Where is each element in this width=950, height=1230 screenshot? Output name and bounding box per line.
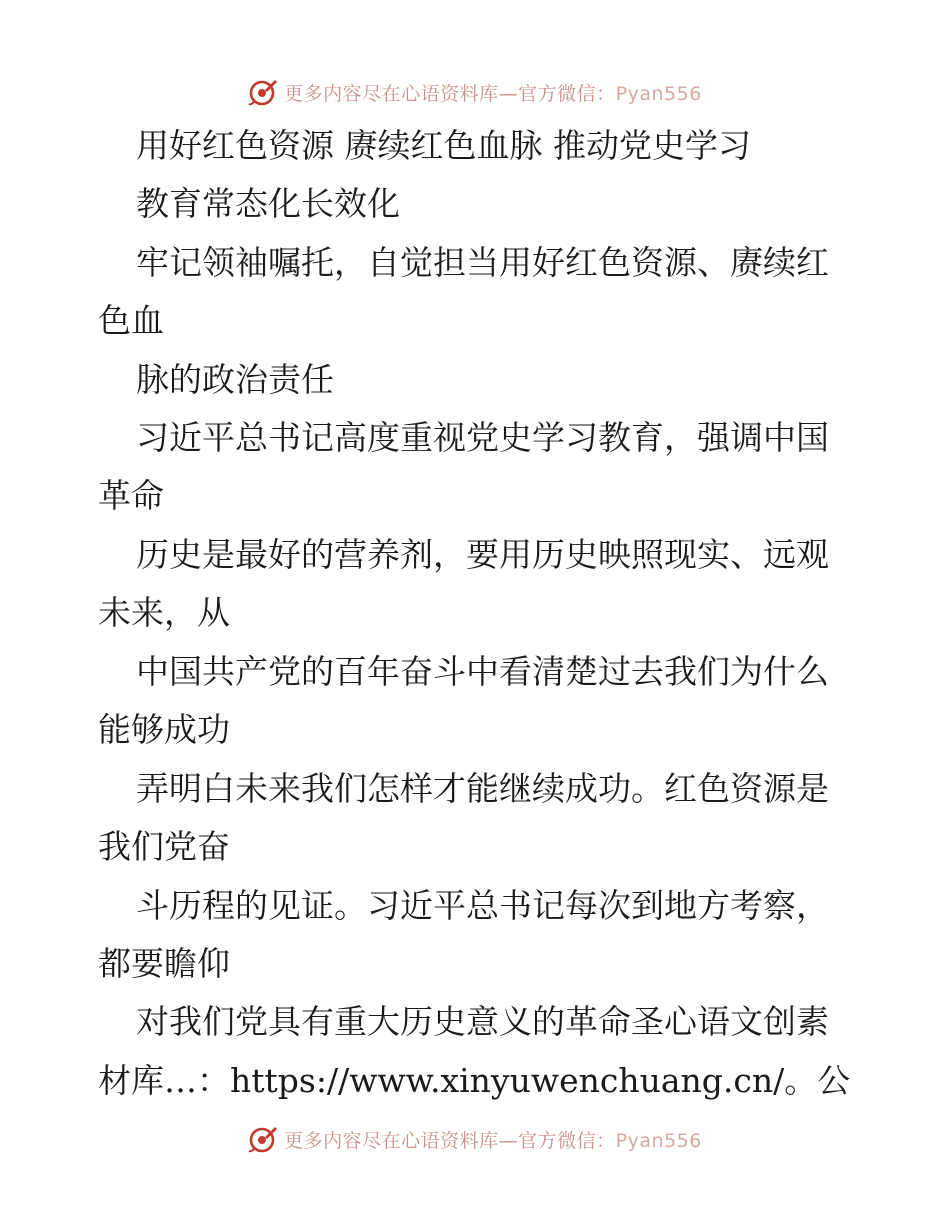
- doc-line-2: 教育常态化长效化: [136, 184, 400, 223]
- doc-line-15: 都要瞻仰: [98, 944, 230, 983]
- doc-line-7: 革命: [98, 476, 164, 515]
- doc-line-4: 色血: [98, 301, 164, 340]
- doc-line-10: 中国共产党的百年奋斗中看清楚过去我们为什么: [136, 652, 829, 691]
- doc-line-14: 斗历程的见证。习近平总书记每次到地方考察，: [136, 886, 829, 925]
- header-wechat-id: Pyan556: [615, 82, 702, 105]
- footer-banner-text: 更多内容尽在心语资料库—官方微信：: [284, 1129, 616, 1152]
- footer-banner: [0, 1119, 950, 1159]
- footer-wechat-id: Pyan556: [615, 1129, 702, 1152]
- doc-line-13: 我们党奋: [98, 827, 230, 866]
- pen-logo-icon: [248, 1124, 278, 1154]
- doc-line-12: 弄明白未来我们怎样才能继续成功。红色资源是: [136, 769, 829, 808]
- doc-line-16: 对我们党具有重大历史意义的革命圣心语文创素: [136, 1002, 829, 1041]
- doc-line-6: 习近平总书记高度重视党史学习教育，强调中国: [136, 418, 829, 457]
- doc-line-9: 未来，从: [98, 593, 230, 632]
- doc-line-1: 用好红色资源 赓续红色血脉 推动党史学习: [136, 126, 751, 165]
- doc-line-17: 材库…：https://www.xinyuwenchuang.cn/。公: [98, 1061, 851, 1100]
- doc-line-3: 牢记领袖嘱托，自觉担当用好红色资源、赓续红: [136, 243, 829, 282]
- pen-logo-icon: [248, 77, 278, 107]
- doc-line-5: 脉的政治责任: [136, 360, 334, 399]
- doc-line-11: 能够成功: [98, 710, 230, 749]
- header-banner-text: 更多内容尽在心语资料库—官方微信：: [284, 82, 616, 105]
- doc-line-8: 历史是最好的营养剂，要用历史映照现实、远观: [136, 535, 829, 574]
- header-banner: [0, 72, 950, 112]
